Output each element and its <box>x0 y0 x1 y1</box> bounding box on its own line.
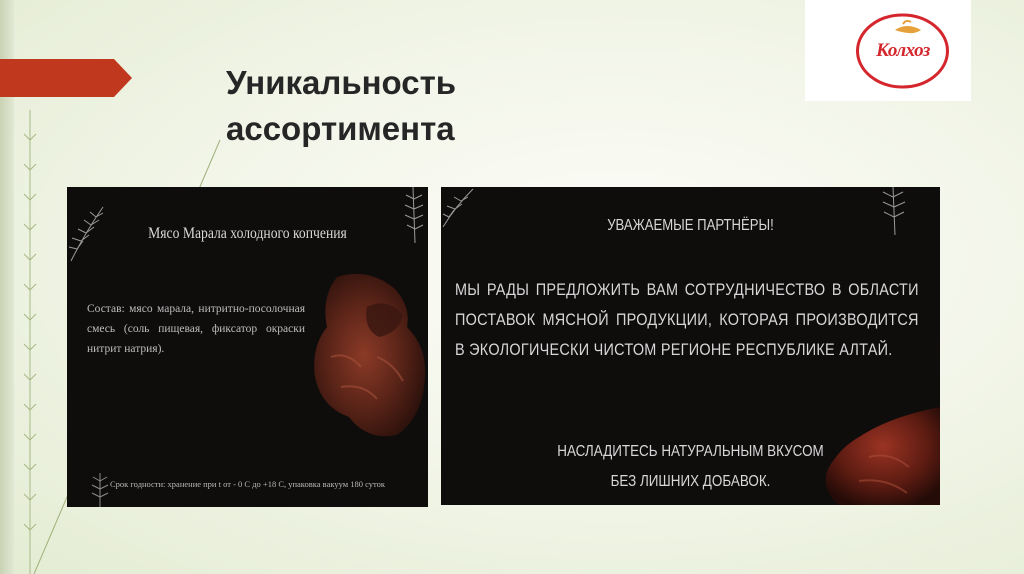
slide-title-line1: Уникальность <box>226 64 457 101</box>
product-shelf-life: Срок годности: хранение при t от - 0 С до +18 С, упаковка вакуум 180 суток <box>109 479 386 489</box>
partners-offer: МЫ РАДЫ ПРЕДЛОЖИТЬ ВАМ СОТРУДНИЧЕСТВО В ОБЛАСТИ ПОСТАВОК МЯСНОЙ ПРОДУКЦИИ, КОТОРАЯ ПРОИЗВОДИТСЯ В ЭКОЛОГИЧЕСКИ ЧИСТОМ РЕГИОНЕ РЕСПУБЛИКЕ АЛТАЙ. <box>455 281 919 359</box>
sprig-icon <box>441 187 475 227</box>
product-card-maral <box>67 187 428 507</box>
slide-title <box>226 60 456 152</box>
title-arrow-marker <box>0 59 132 97</box>
partners-card <box>441 187 940 505</box>
logo-text: Колхоз <box>876 40 930 61</box>
partners-tagline-line2: БЕЗ ЛИШНИХ ДОБАВОК. <box>610 473 771 490</box>
partners-greeting: УВАЖАЕМЫЕ ПАРТНЁРЫ! <box>607 217 774 234</box>
company-logo <box>805 0 971 101</box>
slide-title-line2: ассортимента <box>226 110 455 147</box>
product-composition: Состав: мясо марала, нитритно-посолочная смесь (соль пищевая, фиксатор окраски нитрит натрия). <box>87 303 305 355</box>
product-heading: Мясо Марала холодного копчения <box>148 225 347 242</box>
smoked-meat-image <box>307 267 428 439</box>
partners-tagline <box>481 437 900 497</box>
partners-tagline-line1: НАСЛАДИТЕСЬ НАТУРАЛЬНЫМ ВКУСОМ <box>557 443 824 460</box>
